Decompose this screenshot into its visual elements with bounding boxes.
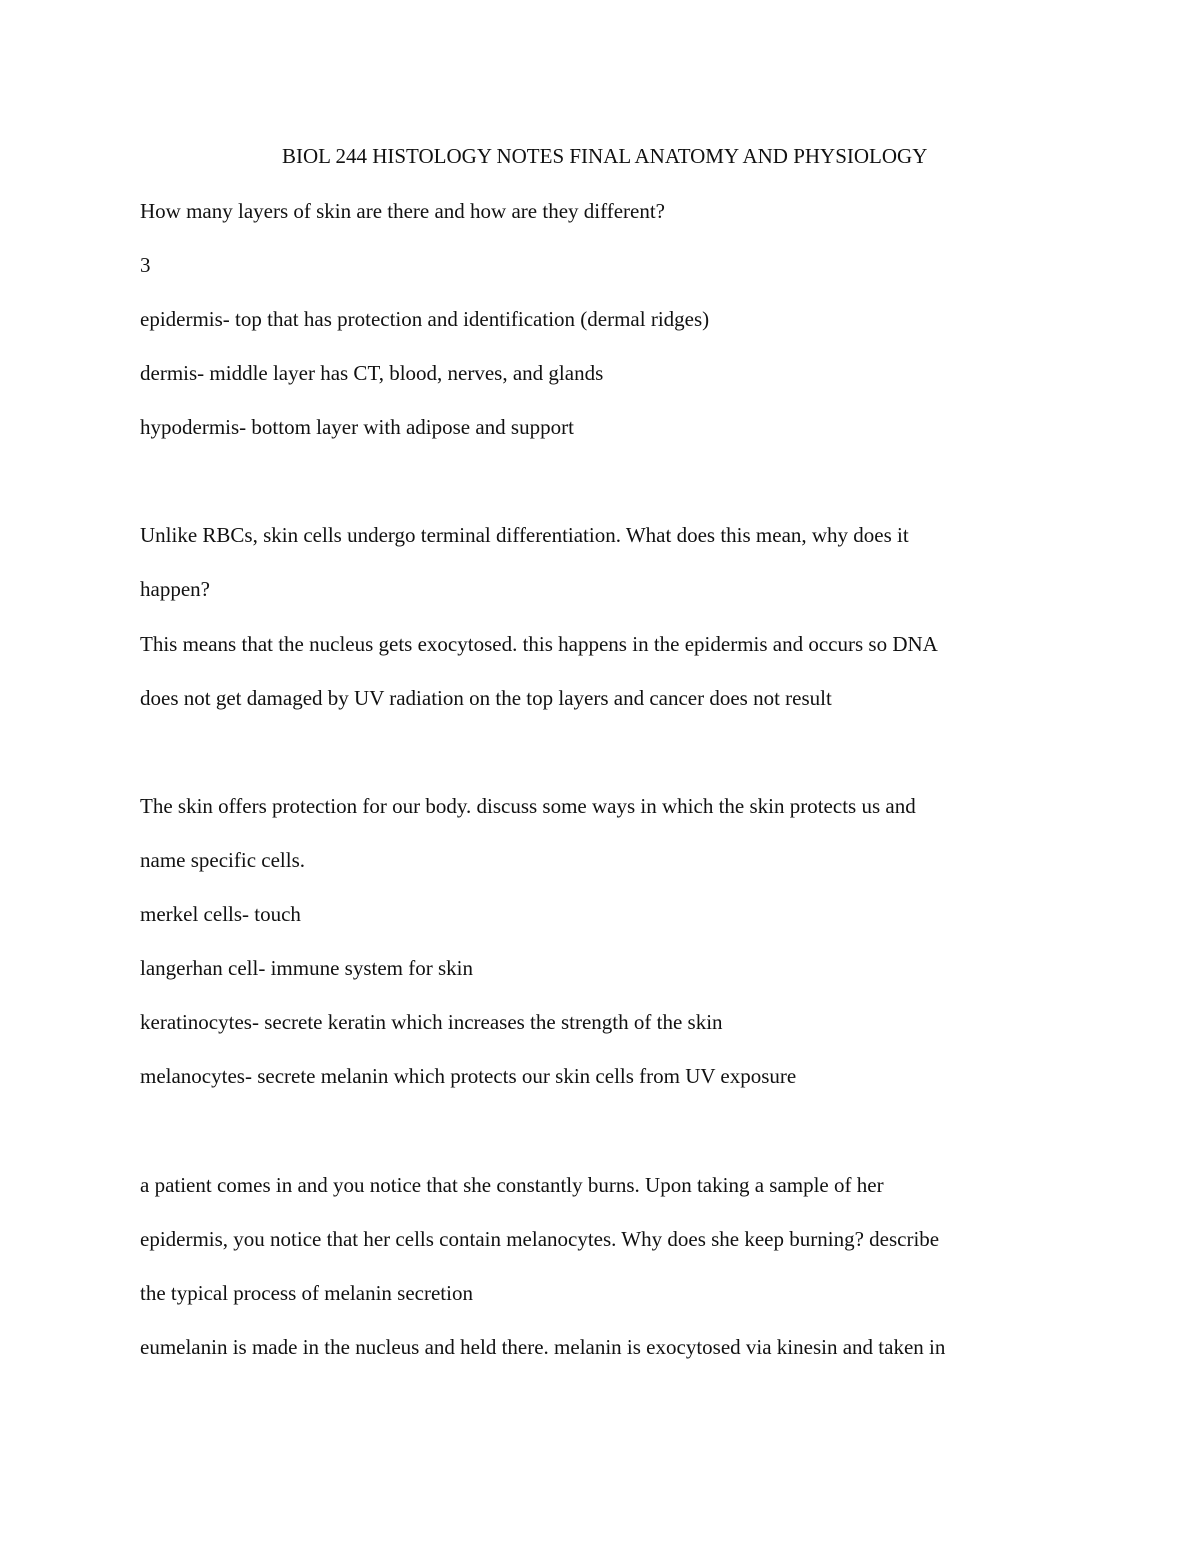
answer-dermis: dermis- middle layer has CT, blood, nerves, and glands <box>140 361 604 385</box>
answer-hypodermis: hypodermis- bottom layer with adipose and support <box>140 415 574 439</box>
answer-merkel-cells: merkel cells- touch <box>140 902 301 926</box>
document-title: BIOL 244 HISTOLOGY NOTES FINAL ANATOMY AND PHYSIOLOGY <box>282 144 928 168</box>
question-skin-protection-line-2: name specific cells. <box>140 848 306 872</box>
question-patient-burns-line-1: a patient comes in and you notice that she constantly burns. Upon taking a sample of her <box>140 1173 884 1197</box>
answer-keratinocytes: keratinocytes- secrete keratin which increases the strength of the skin <box>140 1010 723 1034</box>
question-terminal-differentiation-line-1: Unlike RBCs, skin cells undergo terminal differentiation. What does this mean, why does it <box>140 523 909 547</box>
answer-langerhan-cell: langerhan cell- immune system for skin <box>140 956 473 980</box>
answer-epidermis: epidermis- top that has protection and identification (dermal ridges) <box>140 307 710 331</box>
question-patient-burns-line-2: epidermis, you notice that her cells contain melanocytes. Why does she keep burning? describe <box>140 1227 940 1251</box>
answer-terminal-differentiation-line-1: This means that the nucleus gets exocytosed. this happens in the epidermis and occurs so DNA <box>140 632 938 656</box>
answer-melanin-secretion: eumelanin is made in the nucleus and held there. melanin is exocytosed via kinesin and taken in <box>140 1335 946 1359</box>
question-patient-burns-line-3: the typical process of melanin secretion <box>140 1281 473 1305</box>
answer-layer-count: 3 <box>140 253 151 277</box>
question-skin-protection-line-1: The skin offers protection for our body. discuss some ways in which the skin protects us and <box>140 794 916 818</box>
question-terminal-differentiation-line-2: happen? <box>140 577 210 601</box>
answer-melanocytes: melanocytes- secrete melanin which protects our skin cells from UV exposure <box>140 1064 797 1088</box>
answer-terminal-differentiation-line-2: does not get damaged by UV radiation on the top layers and cancer does not result <box>140 686 832 710</box>
question-skin-layers: How many layers of skin are there and how are they different? <box>140 199 665 223</box>
